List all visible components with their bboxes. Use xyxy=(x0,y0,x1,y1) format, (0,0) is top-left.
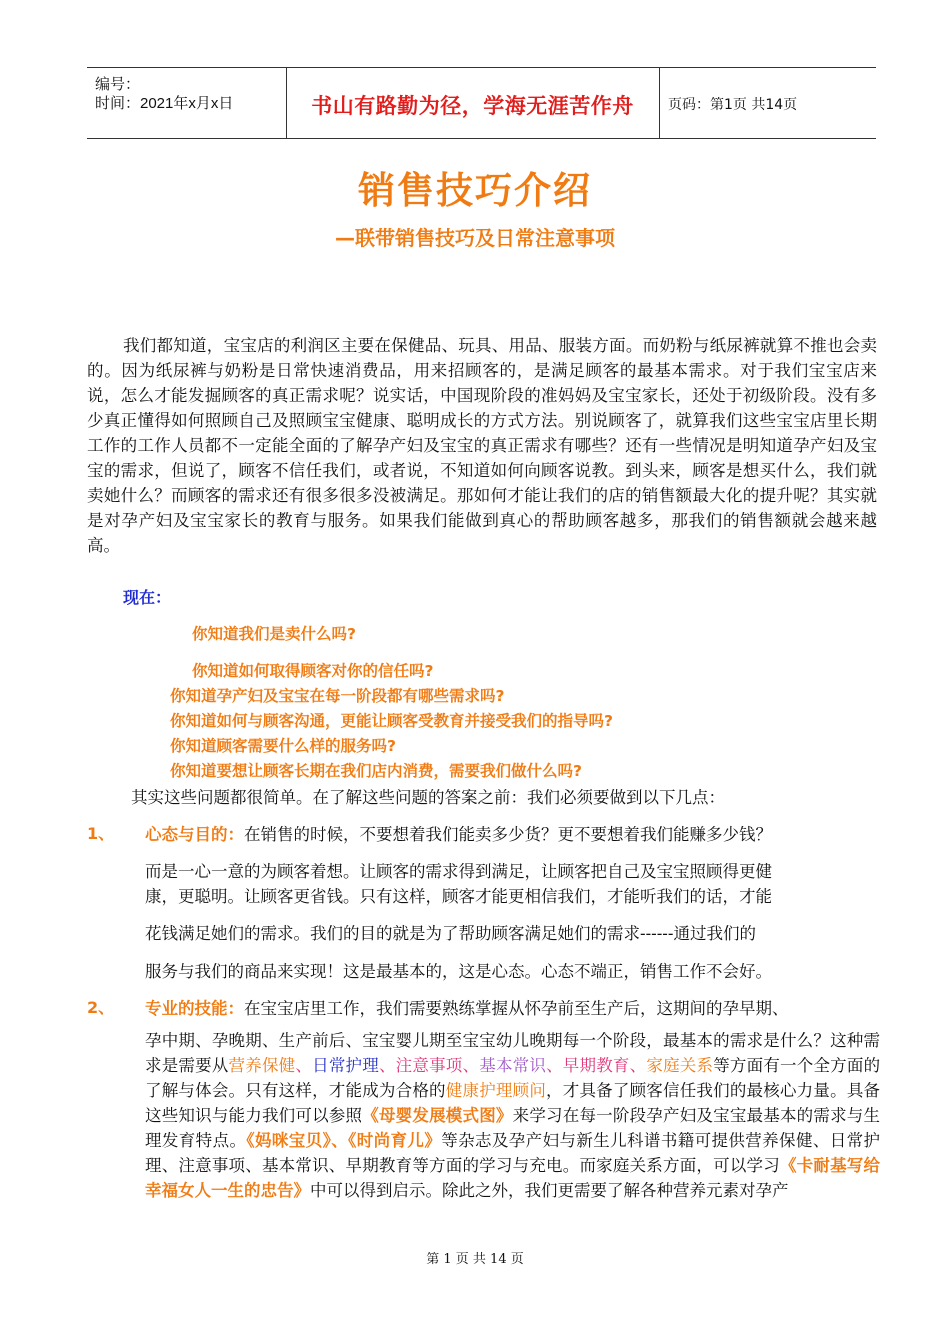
separator: 、 xyxy=(295,1056,313,1075)
time-label: 时间：2021年x月x日 xyxy=(95,95,234,112)
separator: 、 xyxy=(546,1056,563,1075)
intro-paragraph: 我们都知道，宝宝店的利润区主要在保健品、玩具、用品、服装方面。而奶粉与纸尿裤就算不推也会卖的。因为纸尿裤与奶粉是日常快速消费品，用来招顾客的，是满足顾客的最基本需求。对于我们宝宝店来说，怎么才能发掘顾客的真正需求呢？说实话，中国现阶段的准妈妈及宝宝家长，还处于初级阶段。没有多少真正懂得如何照顾自己及照顾宝宝健康、聪明成长的方式方法。别说顾客了，就算我们这些宝宝店里长期工作的工作人员都不一定能全面的了解孕产妇及宝宝的真正需求有哪些？还有一些情况是明知道孕产妇及宝宝的需求，但说了，顾客不信任我们，或者说，不知道如何向顾客说教。到头来，顾客是想买什么，我们就卖她什么？而顾客的需求还有很多很多没被满足。那如何才能让我们的店的销售额最大化的提升呢？其实就是对孕产妇及宝宝家长的教育与服务。如果我们能做到真心的帮助顾客越多，那我们的销售额就会越来越高。 xyxy=(87,336,877,555)
keyword-daily-care: 日常护理 xyxy=(312,1056,379,1075)
section-2-line-1 xyxy=(145,995,878,1019)
section-1-line-4: 花钱满足她们的需求。我们的目的就是为了帮助顾客满足她们的需求------通过我们的 xyxy=(145,924,756,943)
keyword-health-advisor: 健康护理顾问 xyxy=(445,1081,547,1100)
question-1: 你知道我们是卖什么吗? xyxy=(192,625,356,643)
motto: 书山有路勤为径，学海无涯苦作舟 xyxy=(311,94,634,118)
text-span: 来学习在每一阶段孕产妇及宝宝最基本的需求与生理发育特点。 xyxy=(145,1106,881,1150)
book-title-development-chart: 《母婴发展模式图》 xyxy=(362,1106,513,1125)
book-title-carnegie: 《卡耐基写给幸福女人一生的忠告》 xyxy=(145,1156,881,1200)
question-5: 你知道顾客需要什么样的服务吗? xyxy=(170,737,396,755)
code-label: 编号： xyxy=(95,76,141,93)
header-page-cell xyxy=(660,68,876,138)
document-subtitle: —联带销售技巧及日常注意事项 xyxy=(335,226,615,250)
keyword-early-education: 早期教育 xyxy=(562,1056,630,1075)
page-code: 页码：第1页 共14页 xyxy=(668,97,798,113)
section-1-heading: 心态与目的： xyxy=(145,825,244,844)
header-motto-cell xyxy=(286,68,660,138)
text-span: 中可以得到启示。除此之外，我们更需要了解各种营养元素对孕产 xyxy=(310,1181,789,1200)
section-2-number: 2、 xyxy=(87,998,115,1017)
magazine-titles: 《妈咪宝贝》、《时尚育儿》 xyxy=(246,1131,442,1150)
transition-text: 其实这些问题都很简单。在了解这些问题的答案之前：我们必须要做到以下几点： xyxy=(131,788,725,807)
separator: 、 xyxy=(629,1056,647,1075)
separator: 、 xyxy=(462,1056,480,1075)
keyword-family-relations: 家庭关系 xyxy=(646,1056,714,1075)
section-1-line-2: 而是一心一意的为顾客着想。让顾客的需求得到满足，让顾客把自己及宝宝照顾得更健 xyxy=(145,862,772,881)
document-title: 销售技巧介绍 xyxy=(358,169,592,212)
keyword-nutrition: 营养保健 xyxy=(228,1056,296,1075)
separator: 、 xyxy=(378,1056,396,1075)
page-footer: 第 1 页 共 14 页 xyxy=(426,1252,524,1267)
section-1-line-3: 康，更聪明。让顾客更省钱。只有这样，顾客才能更相信我们，才能听我们的话，才能 xyxy=(145,887,772,906)
section-1-number: 1、 xyxy=(87,824,115,843)
text-span: 等杂志及孕产妇与新生儿科谱书籍可提供营养保健、日常护理、注意事项、基本常识、早期教育等方面的学习与充电。而家庭关系方面，可以学习 xyxy=(145,1131,881,1175)
question-3: 你知道孕产妇及宝宝在每一阶段都有哪些需求吗? xyxy=(170,687,505,705)
question-2: 你知道如何取得顾客对你的信任吗? xyxy=(192,662,434,680)
section-2-text: 在宝宝店里工作，我们需要熟练掌握从怀孕前至生产后，这期间的孕早期、 xyxy=(244,999,789,1018)
text-span: 孕中期、孕晚期、生产前后、宝宝婴儿期至宝宝幼儿晚期每一个阶段，最基本的需求是什么？这种需求是需要从 xyxy=(145,1031,880,1075)
text-span: 等方面有一个全方面的了解与体会。只有这样，才能成为合格的 xyxy=(145,1056,881,1100)
keyword-precautions: 注意事项 xyxy=(395,1056,463,1075)
text-span: ，才具备了顾客信任我们的最核心力量。具备这些知识与能力我们可以参照 xyxy=(145,1081,881,1125)
question-4: 你知道如何与顾客沟通，更能让顾客受教育并接受我们的指导吗? xyxy=(170,712,613,730)
section-1-line-1 xyxy=(145,821,878,845)
section-1-text: 在销售的时候，不要想着我们能卖多少货？更不要想着我们能赚多少钱？ xyxy=(244,825,772,844)
header-info-cell xyxy=(87,68,287,138)
document-header xyxy=(87,67,876,139)
section-1-line-5: 服务与我们的商品来实现！这是最基本的，这是心态。心态不端正，销售工作不会好。 xyxy=(145,962,772,981)
section-2-heading: 专业的技能： xyxy=(145,999,244,1018)
section-2-paragraph xyxy=(145,1028,880,1203)
keyword-basic-knowledge: 基本常识 xyxy=(479,1056,547,1075)
question-6: 你知道要想让顾客长期在我们店内消费，需要我们做什么吗? xyxy=(170,762,582,780)
now-label: 现在： xyxy=(123,588,172,607)
